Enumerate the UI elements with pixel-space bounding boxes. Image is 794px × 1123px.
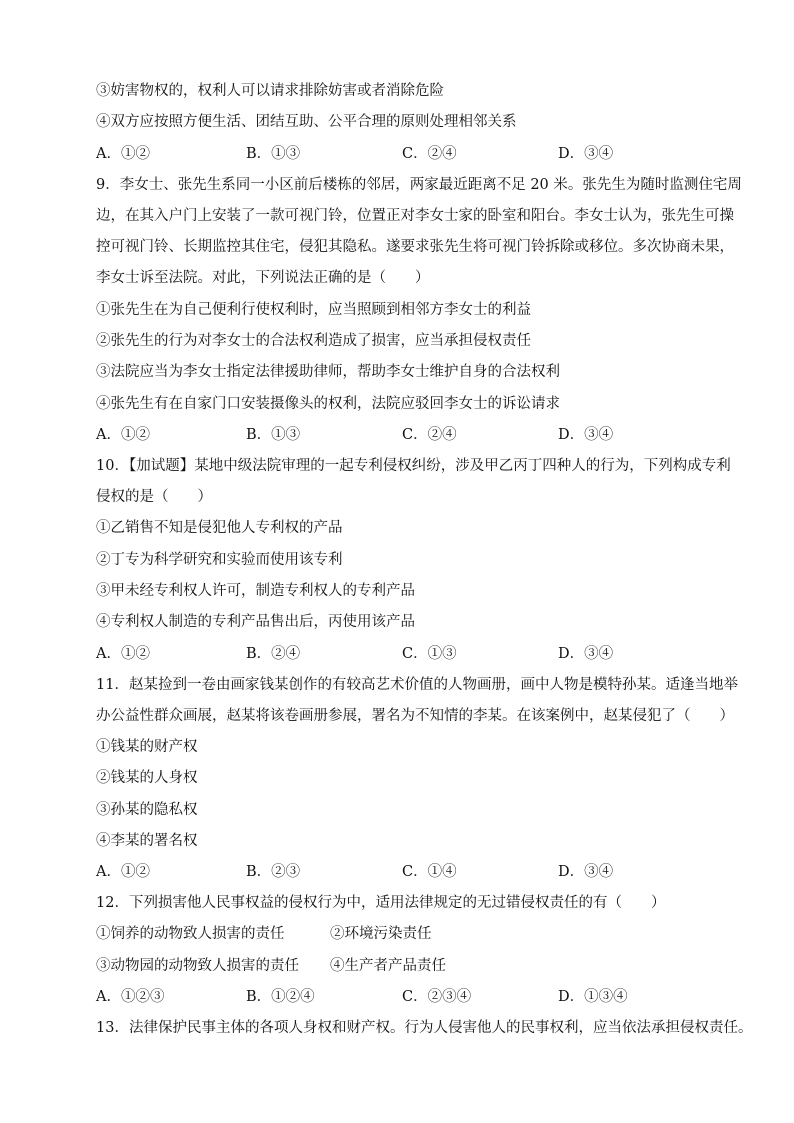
q12-option-b[interactable]: B．①②④ <box>246 989 315 1005</box>
q11-stem-line-1: 11．赵某捡到一卷由画家钱某创作的有较高艺术价值的人物画册，画中人物是模特孙某。适逢当地举 <box>96 677 738 693</box>
q10-stem-line-1: 10．【加试题】某地中级法院审理的一起专利侵权纠纷，涉及甲乙丙丁四种人的行为，下列构成专利 <box>96 458 731 474</box>
q11-item-3: ③孙某的隐私权 <box>96 802 198 818</box>
q8-option-d[interactable]: D．③④ <box>558 146 614 162</box>
q10-stem-line-2: 侵权的是（ ） <box>96 489 212 505</box>
q11-option-a[interactable]: A．①② <box>96 864 150 880</box>
q9-option-d[interactable]: D．③④ <box>558 427 614 443</box>
q11-options <box>96 862 716 882</box>
q9-option-b[interactable]: B．①③ <box>246 427 301 443</box>
q9-item-2: ②张先生的行为对李女士的合法权利造成了损害，应当承担侵权责任 <box>96 333 531 349</box>
q9-option-a[interactable]: A．①② <box>96 427 150 443</box>
q10-options <box>96 644 716 664</box>
q11-item-2: ②钱某的人身权 <box>96 770 198 786</box>
q8-options <box>96 144 716 164</box>
q12-option-c[interactable]: C．②③④ <box>402 989 472 1005</box>
q10-item-1: ①乙销售不知是侵犯他人专利权的产品 <box>96 520 343 536</box>
q8-option-b[interactable]: B．①③ <box>246 146 301 162</box>
q8-item-4: ④双方应按照方便生活、团结互助、公平合理的原则处理相邻关系 <box>96 114 517 130</box>
q8-option-a[interactable]: A．①② <box>96 146 150 162</box>
q10-item-4: ④专利权人制造的专利产品售出后，丙使用该产品 <box>96 614 415 630</box>
q12-item-2: ②环境污染责任 <box>330 926 432 942</box>
q11-item-1: ①钱某的财产权 <box>96 739 198 755</box>
q10-option-a[interactable]: A．①② <box>96 646 150 662</box>
q11-item-4: ④李某的署名权 <box>96 833 198 849</box>
q9-stem-line-4: 李女士诉至法院。对此，下列说法正确的是（ ） <box>96 270 430 286</box>
q12-option-a[interactable]: A．①②③ <box>96 989 165 1005</box>
q12-item-4: ④生产者产品责任 <box>330 958 446 974</box>
q12-item-3: ③动物园的动物致人损害的责任 <box>96 958 299 974</box>
q10-item-3: ③甲未经专利权人许可，制造专利权人的专利产品 <box>96 583 415 599</box>
q11-stem-line-2: 办公益性群众画展，赵某将该卷画册参展，署名为不知情的李某。在该案例中，赵某侵犯了（ ） <box>96 708 734 724</box>
q9-stem-line-3: 控可视门铃、长期监控其住宅，侵犯其隐私。遂要求张先生将可视门铃拆除或移位。多次协商未果， <box>96 239 734 255</box>
q9-stem-line-1: 9．李女士、张先生系同一小区前后楼栋的邻居，两家最近距离不足 20 米。张先生为随时监测住宅周 <box>96 177 742 193</box>
q12-item-1: ①饲养的动物致人损害的责任 <box>96 926 285 942</box>
q9-options <box>96 425 716 445</box>
q9-option-c[interactable]: C．②④ <box>402 427 457 443</box>
q9-item-4: ④张先生有在自家门口安装摄像头的权利，法院应驳回李女士的诉讼请求 <box>96 396 560 412</box>
q12-option-d[interactable]: D．①③④ <box>558 989 628 1005</box>
q10-item-2: ②丁专为科学研究和实验而使用该专利 <box>96 552 343 568</box>
q12-options <box>96 987 716 1007</box>
q10-option-d[interactable]: D．③④ <box>558 646 614 662</box>
q12-item-row-2 <box>96 956 716 976</box>
q10-option-c[interactable]: C．①③ <box>402 646 457 662</box>
q8-item-3: ③妨害物权的，权利人可以请求排除妨害或者消除危险 <box>96 83 444 99</box>
q12-stem-line-1: 12．下列损害他人民事权益的侵权行为中，适用法律规定的无过错侵权责任的有（ ） <box>96 895 666 911</box>
q11-option-d[interactable]: D．③④ <box>558 864 614 880</box>
q10-option-b[interactable]: B．②④ <box>246 646 301 662</box>
q13-stem-line-1: 13．法律保护民事主体的各项人身权和财产权。行为人侵害他人的民事权利，应当依法承担侵权责任。 <box>96 1020 753 1036</box>
q9-item-3: ③法院应当为李女士指定法律援助律师，帮助李女士维护自身的合法权利 <box>96 364 560 380</box>
q8-option-c[interactable]: C．②④ <box>402 146 457 162</box>
q12-item-row-1 <box>96 924 716 944</box>
q9-stem-line-2: 边，在其入户门上安装了一款可视门铃，位置正对李女士家的卧室和阳台。李女士认为，张先生可操 <box>96 208 734 224</box>
q9-item-1: ①张先生在为自己便利行使权利时，应当照顾到相邻方李女士的利益 <box>96 302 531 318</box>
q11-option-c[interactable]: C．①④ <box>402 864 457 880</box>
q11-option-b[interactable]: B．②③ <box>246 864 301 880</box>
